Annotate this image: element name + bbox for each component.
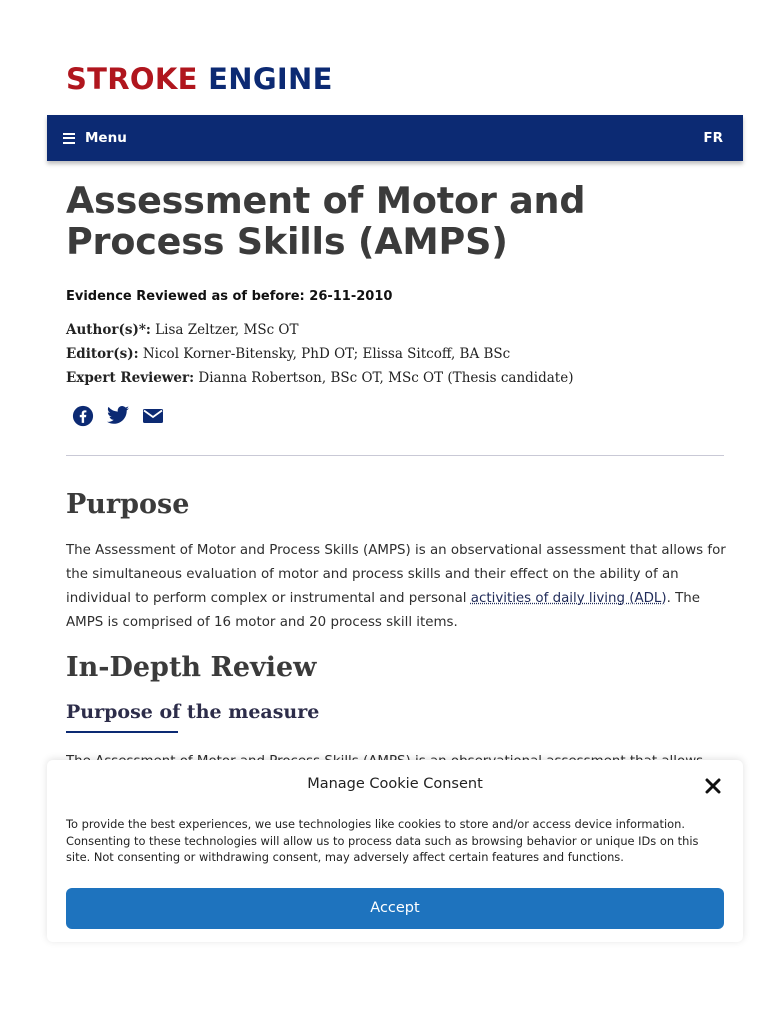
reviewer-line (66, 366, 573, 390)
purpose-paragraph (66, 539, 726, 635)
authors-label: Author(s)*: (66, 322, 151, 338)
reviewer-label: Expert Reviewer: (66, 370, 195, 386)
cookie-consent-banner (47, 760, 743, 942)
menu-button[interactable] (63, 115, 127, 161)
in-depth-review-heading: In-Depth Review (66, 652, 317, 683)
adl-link[interactable]: activities of daily living (ADL) (470, 591, 667, 606)
editors-label: Editor(s): (66, 346, 139, 362)
purpose-of-measure-heading: Purpose of the measure (66, 701, 320, 723)
purpose-text-before: The Assessment of Motor and Process Skills (AMPS) is an observational assessment that allows for the simultaneous evaluation of motor and process skills and their effect on the ability of an individual to perform complex or instrumental and personal (66, 543, 726, 606)
cookie-title: Manage Cookie Consent (307, 776, 483, 792)
email-icon[interactable] (142, 405, 164, 427)
authors-line (66, 318, 573, 342)
site-logo[interactable] (66, 62, 333, 96)
cookie-description: To provide the best experiences, we use technologies like cookies to store and/or access device information. Consenting to these technologies will allow us to process data such as browsing behavior or unique IDs on this site. Not consenting or withdrawing consent, may adversely affect certain features and functions. (66, 817, 699, 864)
reviewer-value: Dianna Robertson, BSc OT, MSc OT (Thesis candidate) (194, 370, 574, 386)
main-navbar (47, 115, 743, 161)
menu-label: Menu (85, 130, 127, 146)
editors-line (66, 342, 573, 366)
share-buttons (72, 405, 164, 427)
logo-word-engine: ENGINE (208, 62, 333, 96)
divider (66, 455, 724, 456)
hamburger-icon (63, 133, 75, 144)
evidence-reviewed-date: Evidence Reviewed as of before: 26-11-2010 (66, 289, 393, 304)
article-credits (66, 318, 573, 390)
subheading-underline (66, 731, 178, 733)
twitter-icon[interactable] (106, 405, 130, 427)
page-title: Assessment of Motor and Process Skills (AMPS) (66, 179, 586, 263)
editors-value: Nicol Korner-Bitensky, PhD OT; Elissa Sitcoff, BA BSc (138, 346, 511, 362)
purpose-heading: Purpose (66, 489, 190, 520)
logo-word-stroke: STROKE (66, 62, 198, 96)
facebook-icon[interactable] (72, 405, 94, 427)
purpose-text-after: . The AMPS is comprised of 16 motor and 20 process skill items. (66, 591, 701, 630)
authors-value: Lisa Zeltzer, MSc OT (150, 322, 299, 338)
accept-button[interactable]: Accept (66, 888, 724, 929)
close-icon[interactable] (705, 778, 721, 794)
language-switch-link[interactable]: FR (703, 130, 723, 146)
